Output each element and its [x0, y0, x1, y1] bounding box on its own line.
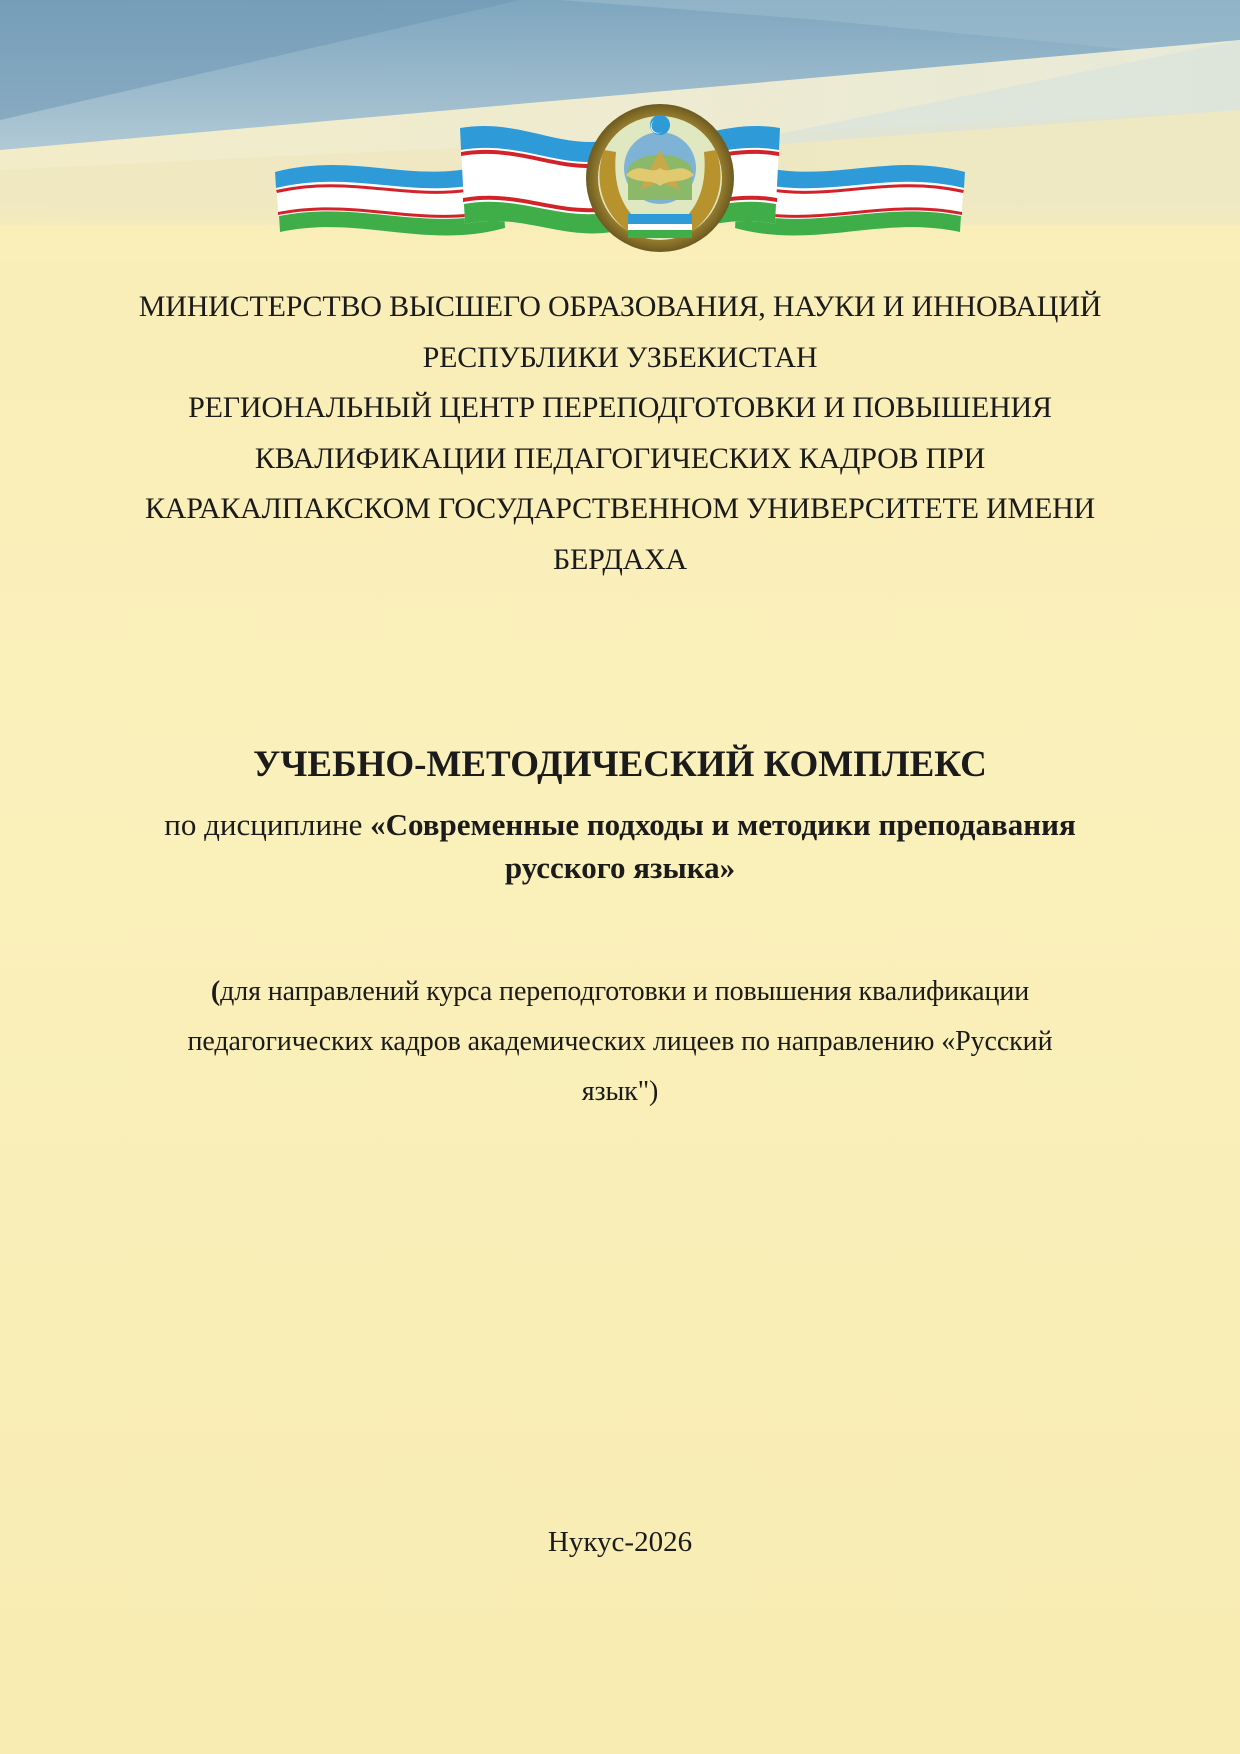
- discipline-prefix: по дисциплине: [164, 807, 371, 842]
- uzbekistan-state-emblem-icon: [586, 104, 734, 252]
- audience-line-3: язык"): [581, 1076, 659, 1107]
- header-decoration: [0, 0, 1240, 260]
- audience-line-1: для направлений курса переподготовки и повышения квалификации: [220, 976, 1030, 1007]
- audience-open-paren: (: [210, 976, 221, 1007]
- ministry-line: РЕГИОНАЛЬНЫЙ ЦЕНТР ПЕРЕПОДГОТОВКИ И ПОВЫШЕНИЯ: [188, 391, 1052, 424]
- ministry-header: [0, 282, 1240, 585]
- place-year: Нукус-2026: [547, 1526, 693, 1558]
- audience-note: [0, 967, 1240, 1117]
- discipline-name: [0, 803, 1240, 889]
- document-title: УЧЕБНО-МЕТОДИЧЕСКИЙ КОМПЛЕКС: [253, 744, 987, 785]
- ministry-line: КВАЛИФИКАЦИИ ПЕДАГОГИЧЕСКИХ КАДРОВ ПРИ: [254, 441, 986, 475]
- ministry-line: БЕРДАХА: [552, 542, 688, 576]
- audience-line-2: педагогических кадров академических лицеев по направлению «Русский: [187, 1026, 1053, 1057]
- ministry-line: РЕСПУБЛИКИ УЗБЕКИСТАН: [422, 340, 818, 374]
- ministry-line: КАРАКАЛПАКСКОМ ГОСУДАРСТВЕННОМ УНИВЕРСИТЕТЕ ИМЕНИ: [144, 492, 1095, 525]
- discipline-title-line-1: «Современные подходы и методики преподавания: [370, 807, 1076, 842]
- ministry-line: МИНИСТЕРСТВО ВЫСШЕГО ОБРАЗОВАНИЯ, НАУКИ И ИННОВАЦИЙ: [138, 290, 1102, 323]
- discipline-title-line-2: русского языка»: [504, 850, 736, 885]
